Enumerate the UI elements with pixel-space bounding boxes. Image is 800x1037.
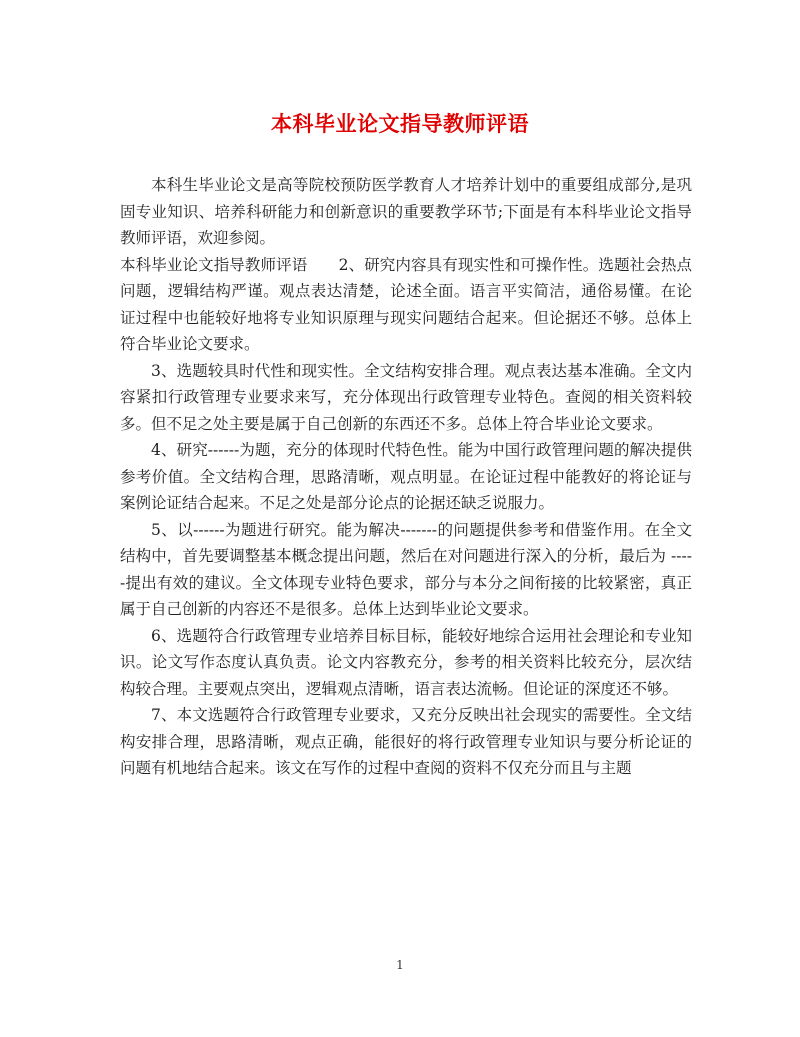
paragraph-intro: 本科生毕业论文是高等院校预防医学教育人才培养计划中的重要组成部分,是巩固专业知识、培养科研能力和创新意识的重要教学环节;下面是有本科毕业论文指导教师评语，欢迎参阅。 [120,176,692,247]
document-body [120,172,692,782]
paragraph-3: 3、选题较具时代性和现实性。全文结构安排合理。观点表达基本准确。全文内容紧扣行政管理专业要求来写，充分体现出行政管理专业特色。查阅的相关资料较多。但不足之处主要是属于自己创新的东西还不多。总体上符合毕业论文要求。 [120,361,692,433]
paragraph-7: 7、本文选题符合行政管理专业要求，又充分反映出社会现实的需要性。全文结构安排合理，思路清晰，观点正确，能很好的将行政管理专业知识与要分析论证的问题有机地结合起来。该文在写作的过程中查阅的资料不仅充分而且与主题 [120,706,692,777]
paragraph-5: 5、以------为题进行研究。能为解决-------的问题提供参考和借鉴作用。在全文结构中，首先要调整基本概念提出问题，然后在对问题进行深入的分析，最后为 -----提出有效的建议。全文体现专业特色要求，部分与本分之间衔接的比较紧密，真正属于自己创新的内容还不是很多。总体上达到毕业论文要求。 [120,520,692,618]
page-number: 1 [396,958,404,972]
paragraph-4: 4、研究------为题，充分的体现时代特色性。能为中国行政管理问题的解决提供参考价值。全文结构合理，思路清晰，观点明显。在论证过程中能教好的将论证与案例论证结合起来。不足之处是部分论点的论据还缺乏说服力。 [120,441,692,512]
document-title: 本科毕业论文指导教师评语 [271,111,529,136]
paragraph-2: 本科毕业论文指导教师评语 2、研究内容具有现实性和可操作性。选题社会热点问题，逻辑结构严谨。观点表达清楚，论述全面。语言平实简洁，通俗易懂。在论证过程中也能较好地将专业知识原理与现实问题结合起来。但论据还不够。总体上符合毕业论文要求。 [120,255,692,353]
paragraph-6: 6、选题符合行政管理专业培养目标目标，能较好地综合运用社会理论和专业知识。论文写作态度认真负责。论文内容教充分，参考的相关资料比较充分，层次结构较合理。主要观点突出，逻辑观点清晰，语言表达流畅。但论证的深度还不够。 [120,626,692,698]
